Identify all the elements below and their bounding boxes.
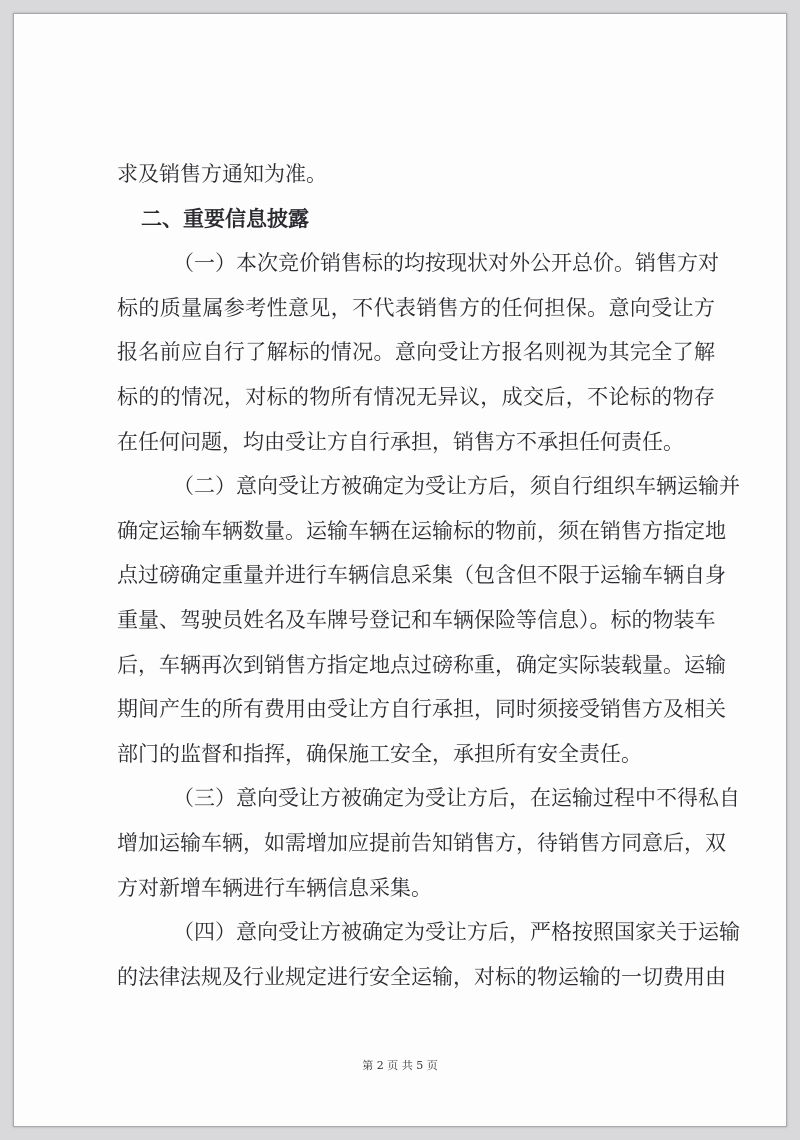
text-line: 部门的监督和指挥，确保施工安全，承担所有安全责任。 xyxy=(117,741,642,766)
text-line: 点过磅确定重量并进行车辆信息采集（包含但不限于运输车辆自身 xyxy=(117,563,726,588)
text-line: （二）意向受让方被确定为受让方后，须自行组织车辆运输并 xyxy=(173,474,740,499)
text-line: 标的的情况，对标的物所有情况无异议，成交后，不论标的物存 xyxy=(117,384,715,409)
text-line: 增加运输车辆，如需增加应提前告知销售方，待销售方同意后，双 xyxy=(117,830,726,855)
page-number-footer: 第 2 页 共 5 页 xyxy=(362,1059,438,1072)
text-line: 的法律法规及行业规定进行安全运输，对标的物运输的一切费用由 xyxy=(117,964,726,989)
text-line: 确定运输车辆数量。运输车辆在运输标的物前，须在销售方指定地 xyxy=(117,518,726,543)
text-line: 后，车辆再次到销售方指定地点过磅称重，确定实际装载量。运输 xyxy=(117,652,726,677)
text-line: 求及销售方通知为准。 xyxy=(117,162,327,186)
text-line: 期间产生的所有费用由受让方自行承担，同时须接受销售方及相关 xyxy=(117,697,726,722)
text-line: （一）本次竞价销售标的均按现状对外公开总价。销售方对 xyxy=(173,251,719,276)
text-line: （三）意向受让方被确定为受让方后，在运输过程中不得私自 xyxy=(173,786,740,811)
text-line: 在任何问题，均由受让方自行承担，销售方不承担任何责任。 xyxy=(117,429,684,454)
text-line: 方对新增车辆进行车辆信息采集。 xyxy=(117,875,432,900)
text-line: （四）意向受让方被确定为受让方后，严格按照国家关于运输 xyxy=(173,920,740,945)
section-heading: 二、重要信息披露 xyxy=(141,206,309,231)
text-line: 标的质量属参考性意见，不代表销售方的任何担保。意向受让方 xyxy=(117,295,715,320)
document-body xyxy=(117,152,740,999)
text-line: 报名前应自行了解标的情况。意向受让方报名则视为其完全了解 xyxy=(117,340,715,365)
document-page xyxy=(13,13,787,1127)
text-line: 重量、驾驶员姓名及车牌号登记和车辆保险等信息）。标的物装车 xyxy=(117,607,716,632)
